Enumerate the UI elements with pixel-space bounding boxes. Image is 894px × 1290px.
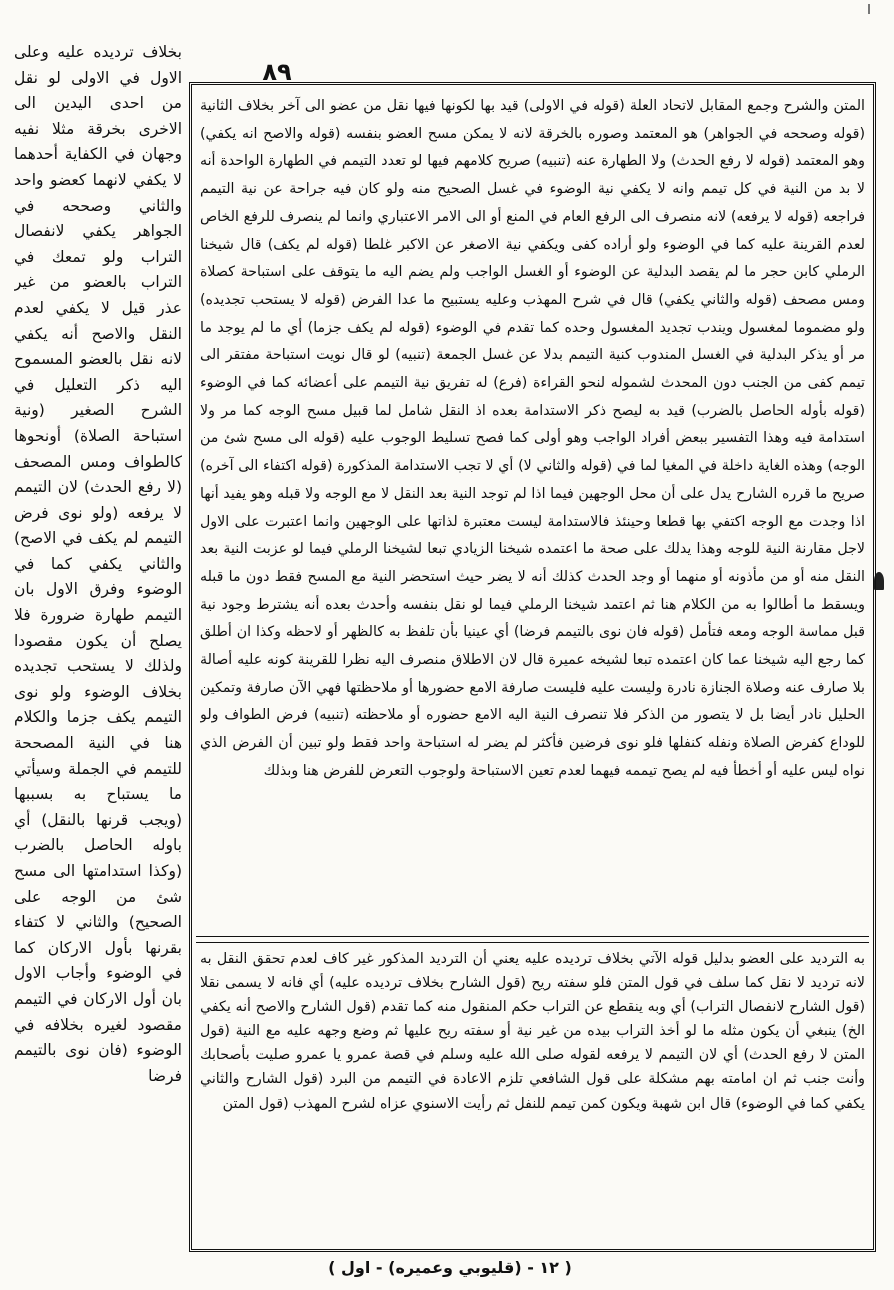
main-text-body: المتن والشرح وجمع المقابل لاتحاد العلة (قوله في الاولى) قيد بها لكونها فيها نقل من عضو الى آخر بخلاف الثانية (قوله وصححه في الجواهر) هو المعتمد وصوره بالخرقة لانه لا يمكن مسح العضو بنفسه (قوله والاصح انه يكفي) وهو المعتمد (قوله لا رفع الحدث) ولا الطهارة عنه (تنبيه) صريح كلامهم فيها لو تعدد التيمم في الطهارة الواحدة أنه لا بد من النية في كل تيمم وانه لا يكفي نية الوضوء في غسل الصحيح منه ولو كان فيه جراحة عن نية التيمم فراجعه (قوله لا يرفعه) لانه منصرف الى الرفع العام في المنع أو الى الامر الاعتباري وانما لم ينصرف للرفع الخاص لعدم القرينة عليه كما في الوضوء ولو أراده كفى ويكفي نية الاصغر عن الاكبر غلطا (قوله لم يكف) قال شيخنا الرملي كابن حجر ما لم يقصد البدلية عن الوضوء أو الغسل الواجب ولم يضم اليه ما يتوقف على استباحة كصلاة ومس مصحف (قوله والثاني يكفي) قال في شرح المهذب وعليه يستبيح ما عدا الفرض (قوله لا يستحب تجديده) ولو مضموما لمغسول ويندب تجديد المغسول وحده كما تقدم في الوضوء (قوله لم يكف جزما) أي ما لم يوجد ما مر أو يذكر البدلية في الغسل المندوب كنية التيمم بدلا عن غسل الجمعة (تنبيه) لو قال نويت استباحة مفتقر الى تيمم كفى من الجنب دون المحدث لشموله لنحو القراءة (فرع) له تفريق نية التيمم على أعضائه كما في الوضوء (قوله بأوله الحاصل بالضرب) قيد به ليصح ذكر الاستدامة بعده اذ النقل شامل لما قبيل مسح الوجه كما مر ولا استدامة فيه وهذا التفسير ببعض أفراد الواجب وهو أولى كما فصح تسليط الوجوب عليه (قوله الى مسح شئ من الوجه) وهذه الغاية داخلة في المغيا لما في (قوله والثاني لا) أي لا تجب الاستدامة المذكورة (قوله اكتفاء الى آخره) صريح ما قرره الشارح يدل على أن محل الوجهين فيما اذا لم توجد النية بعد النقل لا مع الوجه ولا قبله وهو يفيد أنها اذا وجدت مع الوجه اكتفي بها قطعا وحينئذ فالاستدامة ليست معتبرة لذاتها على الوجهين وانما اعتبرت على الاول لاجل مقارنة النية للوجه وهذا يدلك على صحة ما اعتمده شيخنا الزيادي تبعا لشيخنا الرملي فيما لو عزبت النية بعد النقل منه أو من مأذونه أو منهما أو وجد الحدث كذلك أنه لا يضر حيث استحضر النية مع المسح فقط دون ما قبله ويسقط ما أطالوا به من الكلام هنا ثم اعتمد شيخنا الرملي فيما لو نقل بنفسه وأحدث بعده أنه يشترط وجود نية قبل مماسة الوجه ومعه فتأمل (قوله فان نوى بالتيمم فرضا) أي عينيا بأن تلفظ به كالظهر أو لاحظه وكذا ان أطلق كما رجع اليه شيخنا عما كان اعتمده تبعا لشيخه عميرة قال لان الاطلاق منصرف اليه نظرا للقرينة كونه عليه أصالة بلا صارف عنه وصلاة الجنازة نادرة وليست عليه فليست صارفة الامع حضورها أو ملاحظتها فهي الآن صارفة وتمكين الحليل نادر أيضا بل لا يتصور من الذكر فلا تنصرف النية اليه الامع حضوره أو ملاحظته (تنبيه) فرض الطواف ولو للوداع كفرض الصلاة ونفله كنفلها فلو نوى فرضين فأكثر لم يضر له استباحة واحد فقط ولو تبين أن الفرض الذي نواه ليس عليه أو أخطأ فيه لم يصح تيممه فيهما لعدم تعين الاستباحة ولوجوب التعرض للفرض هنا وبذلك (200, 98, 865, 779)
main-text-frame (189, 82, 876, 1252)
commentary-body: به الترديد على العضو بدليل قوله الآتي بخلاف ترديده عليه يعني أن الترديد المذكور غير كاف لعدم تحقق النقل به لانه ترديد لا نقل كما سلف في قول المتن فلو سفته ريح (قول الشارح بخلاف ترديده عليه) أي فانه لا يسمى نقلا (قول الشارح لانفصال التراب) أي وبه ينقطع عن التراب حكم المنقول منه كما تقدم (قول الشارح والاصح أنه يكفي الخ) ينبغي أن يكون مثله ما لو أخذ التراب بيده من غير نية أو سفته ريح عليها ثم وضع وجهه عليه مع النية (قول المتن لا رفع الحدث) أي لان التيمم لا يرفعه لقوله صلى الله عليه وسلم في قصة عمرو يا عمرو صليت بأصحابك وأنت جنب ثم ان امامته بهم مشكلة على قول الشافعي تلزم الاعادة في التيمم من البرد (قول الشارح والثاني يكفي كما في الوضوء) قال ابن شهبة ويكون كمن تيمم للنفل ثم رأيت الاسنوي عزاه لشرح المهذب (قول المتن (200, 951, 865, 1112)
commentary-block (200, 947, 865, 1237)
margin-gloss-column (14, 40, 182, 1252)
section-divider (196, 936, 869, 943)
margin-gloss-text: بخلاف ترديده عليه وعلى الاول في الاولى لو نقل من احدى اليدين الى الاخرى بخرقة مثلا نفيه وجهان في الكفاية أحدهما لا يكفي لانهما كعضو واحد والثاني وصححه في الجواهر يكفي لانفصال التراب ولو تمعك في التراب بالعضو من غير عذر قيل لا يكفي لعدم النقل والاصح أنه يكفي لانه نقل بالعضو المسموح اليه ذكر التعليل في الشرح الصغير (ونية استباحة الصلاة) أونحوها كالطواف ومس المصحف (لا رفع الحدث) لان التيمم لا يرفعه (ولو نوى فرض التيمم لم يكف في الاصح) والثاني يكفي كما في الوضوء وفرق الاول بان التيمم طهارة ضرورة فلا يصلح أن يكون مقصودا ولذلك لا يستحب تجديده بخلاف الوضوء ولو نوى التيمم يكف جزما والكلام هنا في النية المصححة للتيمم في الجملة وسيأتي ما يستباح به بسببها (ويجب قرنها بالنقل) أي باوله الحاصل بالضرب (وكذا استدامتها الى مسح شئ من الوجه على الصحيح) والثاني لا كتفاء بقرنها بأول الاركان كما في الوضوء وأجاب الاول بان أول الاركان في التيمم مقصود لغيره بخلافه في الوضوء (فان نوى بالتيمم فرضا (14, 43, 182, 1085)
page-footer: ( ١٢ - (قليوبي وعميره) - اول ) (328, 1258, 572, 1277)
page-number: ٨٩ (262, 58, 292, 86)
page-corner-mark (868, 4, 870, 14)
main-text-block (200, 93, 865, 931)
